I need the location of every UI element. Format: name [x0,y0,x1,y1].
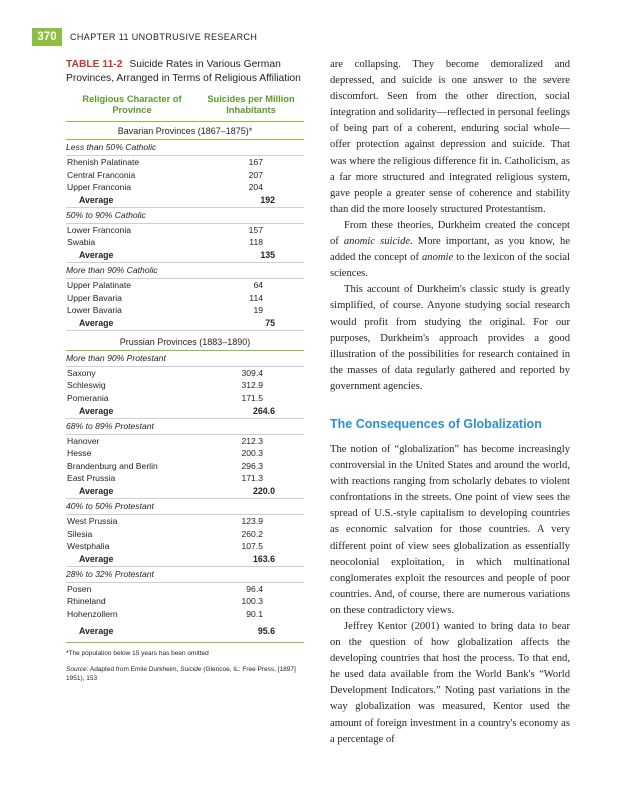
page-number: 370 [32,28,62,46]
emphasis-anomic-suicide: anomic suicide [343,236,411,248]
average-value: 163.6 [252,553,275,564]
average-row [66,620,304,643]
table-footnote: *The population below 15 years has been omitted [66,650,209,658]
table-row [66,304,304,317]
average-label: Average [79,194,114,205]
province-name: East Prussia [67,473,116,484]
suicide-rate: 118 [249,237,263,248]
table-row [66,279,304,292]
table-row [66,224,304,237]
table-number: TABLE 11-2 [66,59,123,70]
suicide-rate: 114 [249,292,263,303]
chapter-title: CHAPTER 11 UNOBTRUSIVE RESEARCH [70,32,258,42]
group-label: 40% to 50% Protestant [66,499,304,515]
table-row [66,540,304,553]
suicide-rate: 312.9 [241,380,263,391]
average-row [66,249,304,263]
suicide-rate: 296.3 [241,460,263,471]
suicide-rate: 309.4 [241,367,263,378]
suicide-rate: 90.1 [246,608,263,619]
table-row [66,236,304,249]
province-name: Saxony [67,367,96,378]
section-title-prussian: Prussian Provinces (1883–1890) [66,333,304,351]
table-row [66,460,304,473]
suicide-rate: 171.3 [241,473,263,484]
average-value: 135 [260,249,275,260]
table-row [66,608,304,621]
average-value: 75 [265,317,275,328]
average-row [66,485,304,499]
table-row [66,169,304,182]
body-text-column [330,57,570,748]
province-name: Central Franconia [67,169,136,180]
table-row [66,292,304,305]
group-label: 28% to 32% Protestant [66,567,304,583]
average-value: 192 [260,194,275,205]
province-name: West Prussia [67,515,118,526]
province-name: Upper Palatinate [67,279,132,290]
table-source [66,665,304,683]
suicide-rate: 100.3 [241,596,263,607]
province-name: Hohenzollern [67,608,118,619]
table-row [66,435,304,448]
average-row [66,194,304,208]
paragraph-text: From these theories, Durkheim created the concept of [330,219,570,248]
emphasis-anomie: anomie [421,252,454,264]
average-value: 264.6 [252,405,275,416]
source-book-title: Suicide [180,666,202,674]
source-text-post: (Glencoe, IL: Free Press, [1897] 1951), 153 [66,666,296,683]
suicide-rate: 207 [248,169,263,180]
province-name: Posen [67,583,92,594]
province-name: Brandenburg and Berlin [67,460,158,471]
average-label: Average [79,249,114,260]
province-name: Silesia [67,528,93,539]
province-name: Hesse [67,448,92,459]
suicide-rate: 200.3 [241,448,263,459]
province-name: Lower Bavaria [67,305,122,316]
suicide-rate: 123.9 [241,515,263,526]
table-row [66,379,304,392]
average-label: Average [79,553,114,564]
page-header [0,28,636,46]
paragraph: Jeffrey Kentor (2001) wanted to bring data to bear on the question of how globalization affects the developing countries that host the process. To that end, he used data available from the World Bank's “World Development Indicators.” Noting past variations in the way globalization was measured, Kentor used the amount of foreign investment in a country's economy as a percentage of [330,621,570,745]
paragraph: are collapsing. They become demoralized and depressed, and suicide is one answer to the severe discomfort. Seen from the other direction, social integration and solidarity—reflected in personal feelings of being part of a coherent, enduring social whole—offer protection against depression and suicide. That was where the religious difference fit in. Catholicism, as a far more structured and integrated religious system, gave people a greater sense of coherence and stability than did the more loosely structured Protestantism. [330,59,570,215]
column-header-suicides: Suicides per Million Inhabitants [207,94,295,115]
province-name: Schleswig [67,380,106,391]
suicide-rate: 167 [248,157,263,167]
suicide-rate: 64 [253,279,263,290]
table-row [66,156,304,169]
province-name: Rhenish Palatinate [67,157,140,167]
table-row [66,583,304,596]
suicide-rate: 171.5 [241,392,263,403]
prussian-section [66,351,304,644]
province-name: Swabia [67,237,96,248]
paragraph: The notion of “globalization” has become increasingly controversial in the United States and around the world, with reactions ranging from scholarly debates to violent confrontations in the streets. One point of view sees the spread of U.S.-style capitalism to developing countries as economic salvation for those countries. A very different point of view sees globalization as essentially neocolonial exploitation, in which multinational conglomerates exploit the resources and people of poor countries. And, of course, there are numerous variations on these contradictory views. [330,443,570,616]
section-heading: The Consequences of Globalization [330,416,542,431]
table-header [66,94,304,122]
group-label: More than 90% Protestant [66,351,304,367]
bavarian-section [66,140,304,331]
average-label: Average [79,626,114,637]
average-value: 220.0 [252,485,275,496]
source-text-pre: Adapted from Emile Durkheim, [88,666,181,674]
suicide-rate: 107.5 [241,541,263,552]
average-value: 95.6 [257,626,275,637]
suicide-rate: 260.2 [241,528,263,539]
group-label: 68% to 89% Protestant [66,419,304,435]
column-header-religion: Religious Character of Province [82,94,182,115]
province-name: Rhineland [67,596,106,607]
average-label: Average [79,317,114,328]
paragraph-text: to the lexicon of the social sciences. [330,252,570,280]
table-caption [66,58,304,85]
suicide-rate: 212.3 [241,435,263,446]
table-row [66,392,304,405]
average-label: Average [79,485,114,496]
paragraph-text: . More important, as you know, he added the concept of [330,236,570,264]
table-11-2 [66,58,304,683]
paragraph [330,218,570,282]
province-name: Lower Franconia [67,224,132,235]
suicide-rate: 157 [248,224,263,235]
average-row [66,405,304,419]
average-row [66,553,304,567]
table-caption-text: Suicide Rates in Various German Provinces, Arranged in Terms of Religious Affiliation [66,59,301,84]
province-name: Upper Bavaria [67,292,122,303]
province-name: Westphalia [67,541,110,552]
section-title-bavarian: Bavarian Provinces (1867–1875)* [66,122,304,140]
province-name: Pomerania [67,392,109,403]
suicide-rate: 204 [248,182,263,193]
table-row [66,181,304,194]
average-row [66,317,304,331]
table-row [66,515,304,528]
table-row [66,528,304,541]
group-label: 50% to 90% Catholic [66,208,304,224]
table-row [66,595,304,608]
province-name: Upper Franconia [67,182,132,193]
group-label: Less than 50% Catholic [66,140,304,156]
province-name: Hanover [67,435,100,446]
group-label: More than 90% Catholic [66,263,304,279]
table-row [66,447,304,460]
suicide-rate: 96.4 [246,583,263,594]
paragraph: This account of Durkheim's classic study is greatly simplified, of course. Anyone studying social research would profit from studying the original. For our purposes, Durkheim's approach provides a good illustration of the possibilities for research contained in the masses of data regularly gathered and reported by government agencies. [330,284,570,392]
source-label: Source: [66,666,89,674]
table-row [66,367,304,380]
average-label: Average [79,405,114,416]
table-row [66,472,304,485]
suicide-rate: 19 [253,305,263,316]
